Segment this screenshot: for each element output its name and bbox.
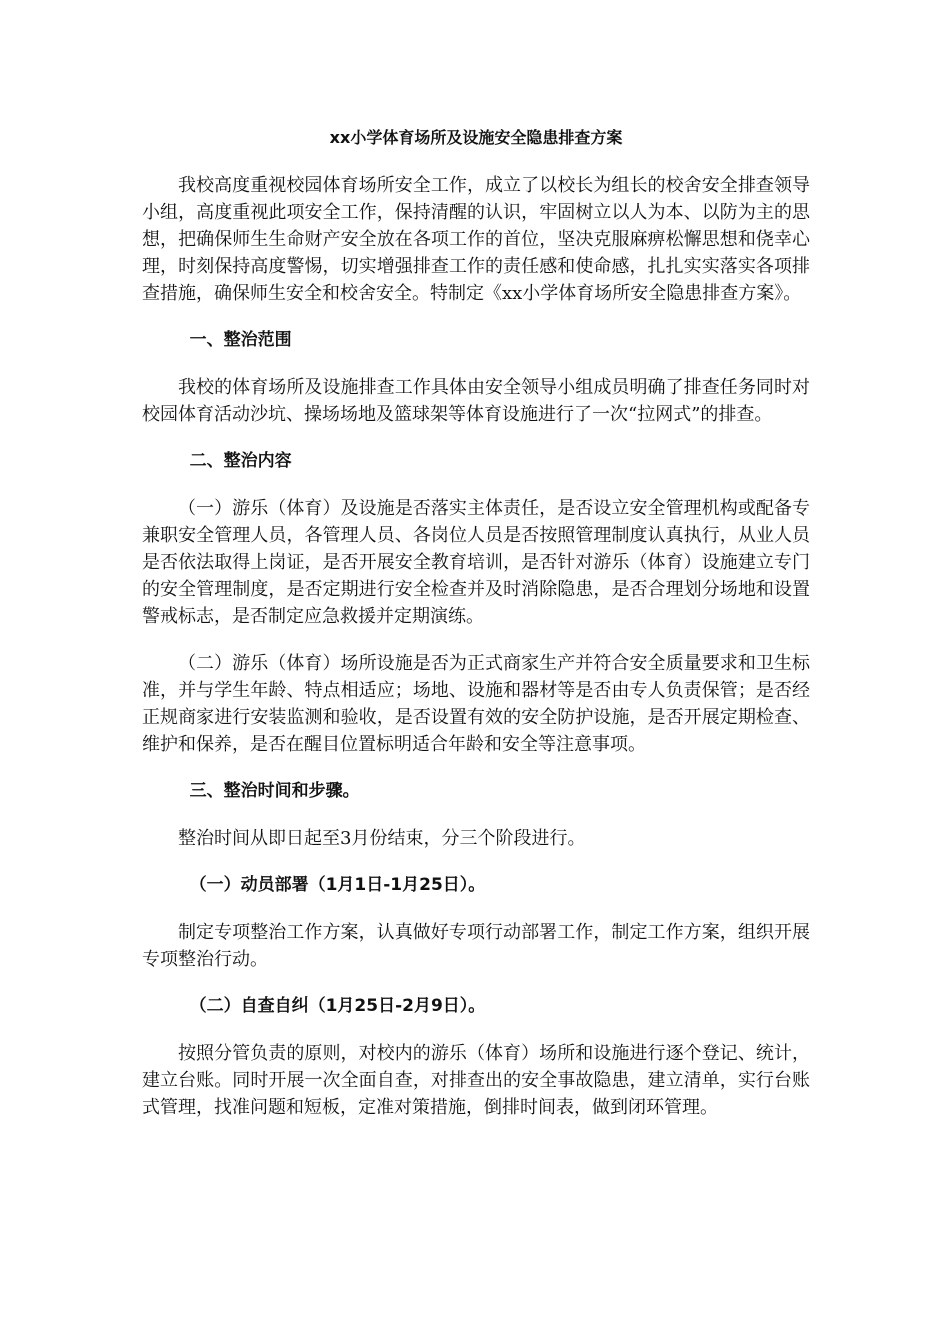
- stage-2-heading: （二）自查自纠（1月25日-2月9日）。: [189, 996, 486, 1016]
- section-heading-scope: 一、整治范围: [189, 330, 292, 350]
- schedule-paragraph: 整治时间从即日起至3月份结束，分三个阶段进行。: [178, 828, 586, 849]
- intro-paragraph: 我校高度重视校园体育场所安全工作，成立了以校长为组长的校舍安全排查领导小组，高度重视此项安全工作，保持清醒的认识，牢固树立以人为本、以防为主的思想，把确保师生生命财产安全放在各项工作的首位，坚决克服麻痹松懈思想和侥幸心理，时刻保持高度警惕，切实增强排查工作的责任感和使命感，扎扎实实落实各项排查措施，确保师生安全和校舍安全。特制定《xx小学体育场所安全隐患排查方案》。: [142, 175, 810, 304]
- stage-2-paragraph: 按照分管负责的原则，对校内的游乐（体育）场所和设施进行逐个登记、统计，建立台账。同时开展一次全面自查，对排查出的安全事故隐患，建立清单，实行台账式管理，找准问题和短板，定准对策措施，倒排时间表，做到闭环管理。: [142, 1043, 810, 1118]
- document-page: [142, 120, 810, 1141]
- content-item-1: （一）游乐（体育）及设施是否落实主体责任，是否设立安全管理机构或配备专兼职安全管理人员，各管理人员、各岗位人员是否按照管理制度认真执行，从业人员是否依法取得上岗证，是否开展安全教育培训，是否针对游乐（体育）设施建立专门的安全管理制度，是否定期进行安全检查并及时消除隐患，是否合理划分场地和设置警戒标志，是否制定应急救援并定期演练。: [142, 498, 810, 627]
- content-item-2: （二）游乐（体育）场所设施是否为正式商家生产并符合安全质量要求和卫生标准，并与学生年龄、特点相适应；场地、设施和器材等是否由专人负责保管；是否经正规商家进行安装监测和验收，是否设置有效的安全防护设施，是否开展定期检查、维护和保养，是否在醒目位置标明适合年龄和安全等注意事项。: [142, 653, 810, 755]
- section-heading-schedule: 三、整治时间和步骤。: [189, 781, 360, 801]
- stage-1-heading: （一）动员部署（1月1日-1月25日）。: [189, 875, 486, 895]
- scope-paragraph: 我校的体育场所及设施排查工作具体由安全领导小组成员明确了排查任务同时对校园体育活动沙坑、操场场地及篮球架等体育设施进行了一次“拉网式”的排查。: [142, 377, 810, 425]
- stage-1-paragraph: 制定专项整治工作方案，认真做好专项行动部署工作，制定工作方案，组织开展专项整治行动。: [142, 922, 810, 970]
- document-title: xx小学体育场所及设施安全隐患排查方案: [329, 128, 623, 147]
- section-heading-content: 二、整治内容: [189, 451, 292, 471]
